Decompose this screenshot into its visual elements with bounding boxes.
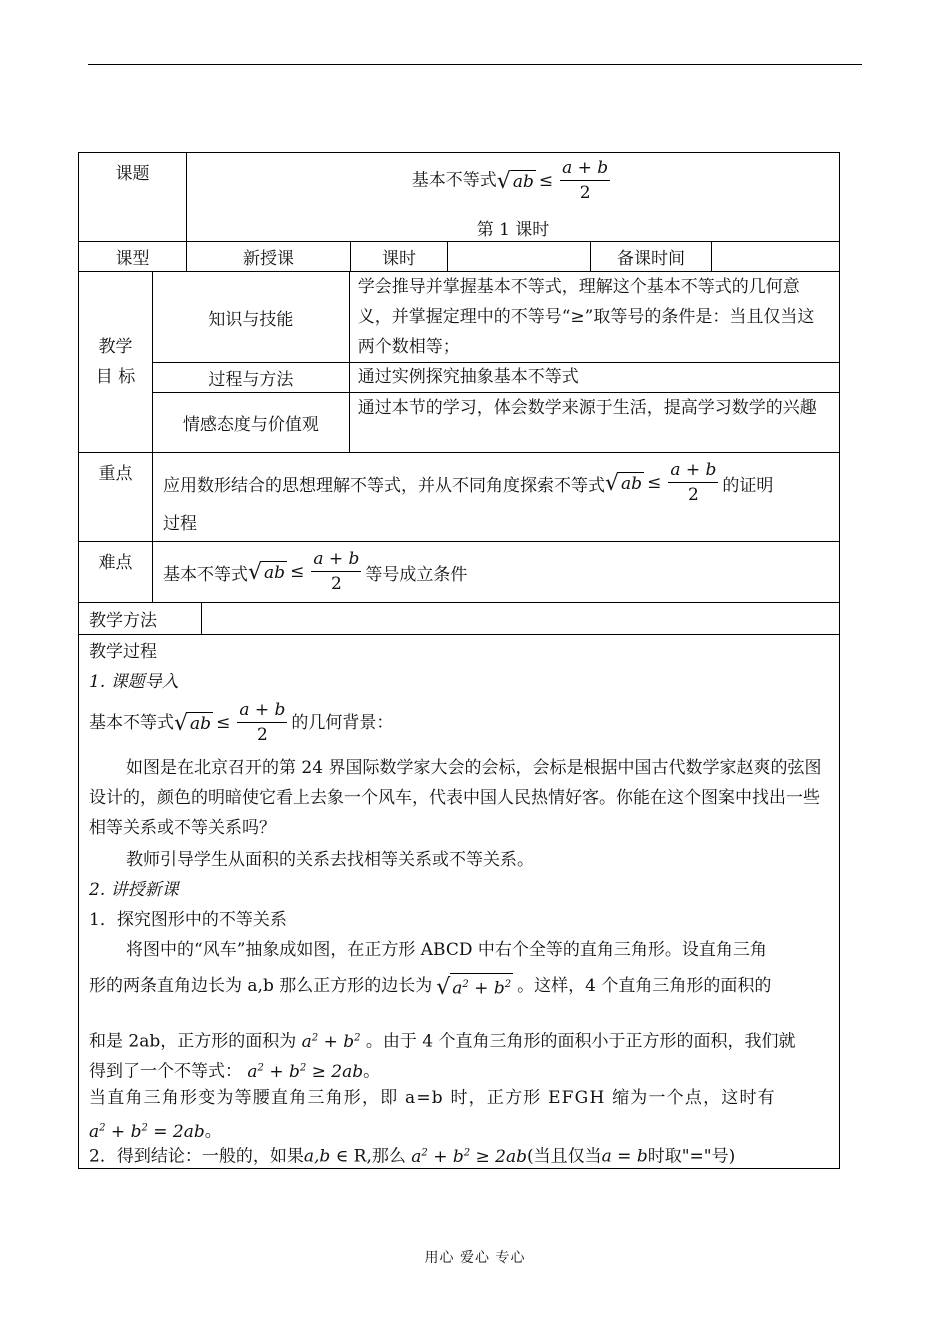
goal-text: 通过实例探究抽象基本不等式 [357, 367, 579, 387]
paragraph-explore-3 [89, 1023, 833, 1057]
section2-title: 2. 讲授新课 [89, 880, 179, 900]
item2a-text: 2．得到结论：一般的，如果 [89, 1146, 304, 1167]
type-value: 新授课 [187, 242, 351, 271]
conclusion-line [89, 1138, 833, 1172]
p5a-text: 得到了一个不等式： [89, 1061, 242, 1082]
goals-items [153, 272, 839, 452]
lesson-number: 第 1 课时 [476, 220, 550, 240]
goal-item [153, 272, 839, 363]
formula-a2-b2: $a^2 + b^2$ [296, 1031, 361, 1052]
goal-name: 知识与技能 [153, 272, 350, 362]
goals-row [79, 272, 839, 453]
le-sign: ≤ [647, 473, 662, 493]
p7b-text: 。 [204, 1121, 222, 1142]
difficulty-text: 基本不等式 [163, 564, 248, 585]
frac-num: a + b [560, 157, 610, 181]
key-point-line1 [163, 457, 829, 509]
paragraph-explore-1: 将图中的“风车”抽象成如图，在正方形 ABCD 中右个全等的直角三角形。设直角三角 [126, 940, 767, 960]
formula-inequality: $a^2 + b^2 \ge 2ab$ [242, 1061, 364, 1082]
page-footer: 用心 爱心 专心 [424, 1250, 526, 1266]
formula-domain: a,b ∈ [303, 1146, 354, 1167]
title-label: 课题 [79, 153, 187, 241]
fraction [668, 459, 718, 507]
p4b-text: 。由于 4 个直角三角形的面积小于正方形的面积，我们就 [365, 1031, 796, 1052]
frac-num: a + b [668, 459, 718, 483]
le-sign: ≤ [216, 713, 231, 733]
goals-label-line1: 教学 [98, 337, 133, 357]
frac-den: 2 [330, 574, 342, 594]
paragraph-intro: 如图是在北京召开的第 24 界国际数学家大会的会标，会标是根据中国古代数学家赵爽的弦图设计的，颜色的明暗使它看上去象一个风车，代表中国人民热情好客。你能在这个图案中找出一些相等关系或不等关系吗？ [89, 758, 822, 838]
sqrt-ab: √ ab [248, 559, 286, 585]
goal-item [153, 393, 839, 452]
sqrt-arg: ab [264, 562, 286, 583]
goal-text: 通过本节的学习，体会数学来源于生活，提高学习数学的兴趣 [357, 398, 817, 418]
s1-text-after: 的几何背景： [291, 713, 394, 733]
key-point-row [79, 453, 839, 542]
goal-name: 过程与方法 [153, 363, 350, 392]
sqrt-ab: √ ab [174, 710, 212, 736]
formula-R: R, [353, 1146, 372, 1167]
goals-label [79, 272, 153, 452]
sqrt-arg: ab [512, 171, 534, 192]
s1-text: 基本不等式 [89, 713, 174, 733]
p3b-text: 形的两条直角边长为 a,b 那么正方形的边长为 [89, 976, 433, 996]
lesson-plan-table [78, 152, 840, 1169]
frac-den: 2 [579, 183, 591, 203]
item2b-text: 那么 [371, 1146, 406, 1167]
key-point-content [153, 453, 839, 541]
title-content [187, 153, 839, 241]
le-sign: ≤ [290, 562, 305, 582]
le-sign: ≤ [538, 170, 554, 191]
formula-conclusion: $a^2 + b^2 \ge 2ab$ [405, 1146, 527, 1167]
prep-label: 备课时间 [591, 242, 712, 271]
key-point-text: 应用数形结合的思想理解不等式，并从不同角度探索不等式 [163, 475, 605, 496]
method-row [79, 603, 839, 635]
paragraph-equal-case: 当直角三角形变为等腰直角三角形，即 a=b 时，正方形 EFGH 缩为一个点，这时有 [89, 1088, 776, 1108]
frac-den: 2 [256, 725, 268, 745]
goal-item [153, 363, 839, 393]
lesson-title [187, 157, 839, 205]
sqrt-arg: ab [621, 473, 643, 494]
difficulty-content [153, 542, 839, 602]
section1-line [89, 697, 833, 749]
fraction [560, 157, 610, 205]
key-point-line2: 过程 [163, 514, 197, 534]
formula-condition: a = b [601, 1146, 648, 1167]
frac-num: a + b [237, 699, 287, 723]
item2c-text: (当且仅当 [527, 1146, 602, 1167]
sqrt-arg: ab [190, 713, 212, 734]
p3c-text: 。这样，4 个直角三角形的面积的 [517, 976, 772, 996]
method-label: 教学方法 [79, 603, 202, 634]
item1-heading: 1．探究图形中的不等关系 [89, 910, 287, 930]
section1-title: 1. 课题导入 [89, 672, 179, 692]
process-row [79, 635, 839, 1168]
frac-num: a + b [311, 548, 361, 572]
method-value [202, 603, 839, 634]
difficulty-row [79, 542, 839, 603]
sqrt-ab: √ ab [605, 470, 643, 496]
type-row [79, 242, 839, 272]
fraction [311, 548, 361, 596]
hours-value [448, 242, 591, 271]
paragraph-guide: 教师引导学生从面积的关系去找相等关系或不等关系。 [126, 850, 534, 870]
prep-value [712, 242, 839, 271]
difficulty-text-after: 等号成立条件 [365, 564, 468, 585]
goal-name: 情感态度与价值观 [153, 393, 350, 452]
sqrt-a2-b2: √ $a^2 + b^2$ [436, 973, 513, 1000]
fraction [237, 699, 287, 747]
formula-eq: $a^2 + b^2 = 2ab$ [89, 1121, 205, 1142]
title-row [79, 153, 839, 242]
frac-den: 2 [687, 485, 699, 505]
sqrt-ab: √ ab [496, 168, 534, 194]
goals-label-line2: 目 标 [95, 367, 136, 387]
key-point-text-after: 的证明 [722, 475, 774, 496]
paragraph-explore-2 [89, 963, 833, 1009]
goal-text: 学会推导并掌握基本不等式，理解这个基本不等式的几何意义，并掌握定理中的不等号“≥”取等号的条件是：当且仅当这两个数相等； [357, 277, 815, 357]
title-text: 基本不等式 [411, 170, 497, 191]
header-rule [88, 64, 862, 65]
p4a-text: 和是 2ab，正方形的面积为 [89, 1031, 297, 1052]
p5b-text: 。 [363, 1061, 381, 1082]
key-point-label: 重点 [79, 453, 153, 541]
difficulty-label: 难点 [79, 542, 153, 602]
type-label: 课型 [79, 242, 187, 271]
item2d-text: 时取"="号) [647, 1146, 736, 1167]
paragraph-explore-4 [89, 1053, 833, 1087]
process-heading: 教学过程 [89, 642, 157, 662]
hours-label: 课时 [351, 242, 448, 271]
